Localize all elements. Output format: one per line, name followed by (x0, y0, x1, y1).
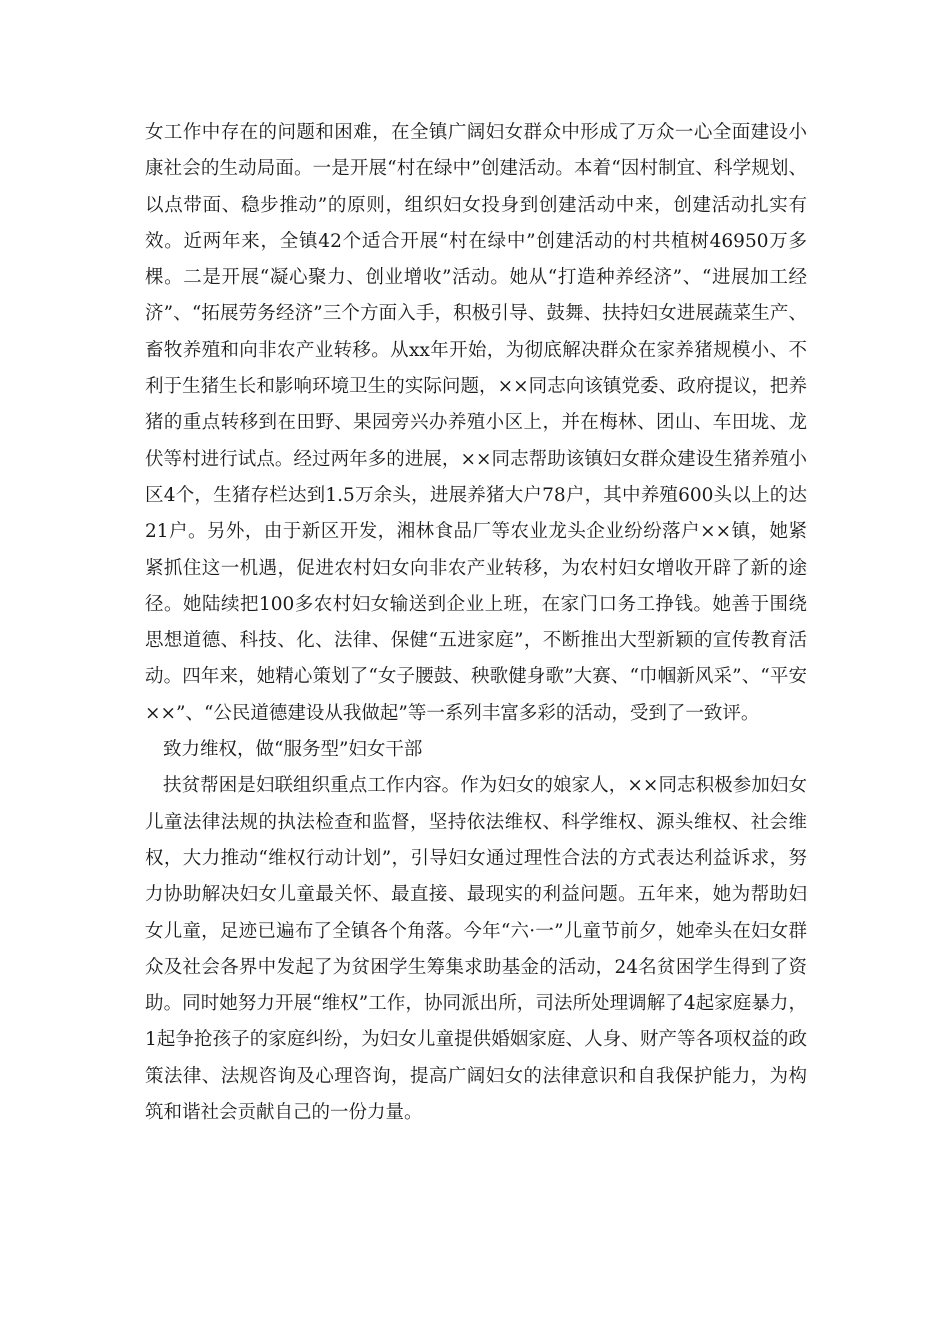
section-heading: 致力维权，做“服务型”妇女干部 (163, 739, 423, 761)
body-paragraph: 扶贫帮困是妇联组织重点工作内容。作为妇女的娘家人，××同志积极参加妇女儿童法律法规的执法检查和监督，坚持依法维权、科学维权、源头维权、社会维权，大力推动“维权行动计划”，引导妇女通过理性合法的方式表达利益诉求，努力协助解决妇女儿童最关怀、最直接、最现实的利益问题。五年来，她为帮助妇女儿童，足迹已遍布了全镇各个角落。今年“六·一”儿童节前夕，她牵头在妇女群众及社会各界中发起了为贫困学生筹集求助基金的活动，24名贫困学生得到了资助。同时她努力开展“维权”工作，协同派出所，司法所处理调解了4起家庭暴力，1起争抢孩子的家庭纠纷，为妇女儿童提供婚姻家庭、人身、财产等各项权益的政策法律、法规咨询及心理咨询，提高广阔妇女的法律意识和自我保护能力，为构筑和谐社会贡献自己的一份力量。 (145, 775, 807, 1124)
body-paragraph-continued: 女工作中存在的问题和困难，在全镇广阔妇女群众中形成了万众一心全面建设小康社会的生动局面。一是开展“村在绿中”创建活动。本着“因村制宜、科学规划、以点带面、稳步推动”的原则，组织妇女投身到创建活动中来，创建活动扎实有效。近两年来，全镇42个适合开展“村在绿中”创建活动的村共植树46950万多棵。二是开展“凝心聚力、创业增收”活动。她从“打造种养经济”、“进展加工经济”、“拓展劳务经济”三个方面入手，积极引导、鼓舞、扶持妇女进展蔬菜生产、畜牧养殖和向非农产业转移。从xx年开始，为彻底解决群众在家养猪规模小、不利于生猪生长和影响环境卫生的实际问题，××同志向该镇党委、政府提议，把养猪的重点转移到在田野、果园旁兴办养殖小区上，并在梅林、团山、车田垅、龙伏等村进行试点。经过两年多的进展，××同志帮助该镇妇女群众建设生猪养殖小区4个，生猪存栏达到1.5万余头，进展养猪大户78户，其中养殖600头以上的达21户。另外，由于新区开发，湘林食品厂等农业龙头企业纷纷落户××镇，她紧紧抓住这一机遇，促进农村妇女向非农产业转移，为农村妇女增收开辟了新的途径。她陆续把100多农村妇女输送到企业上班，在家门口务工挣钱。她善于围绕思想道德、科技、化、法律、保健“五进家庭”，不断推出大型新颖的宣传教育活动。四年来，她精心策划了“女子腰鼓、秧歌健身歌”大赛、“巾帼新风采”、“平安××”、“公民道德建设从我做起”等一系列丰富多彩的活动，受到了一致评。 (145, 122, 807, 724)
document-body (145, 115, 807, 1131)
